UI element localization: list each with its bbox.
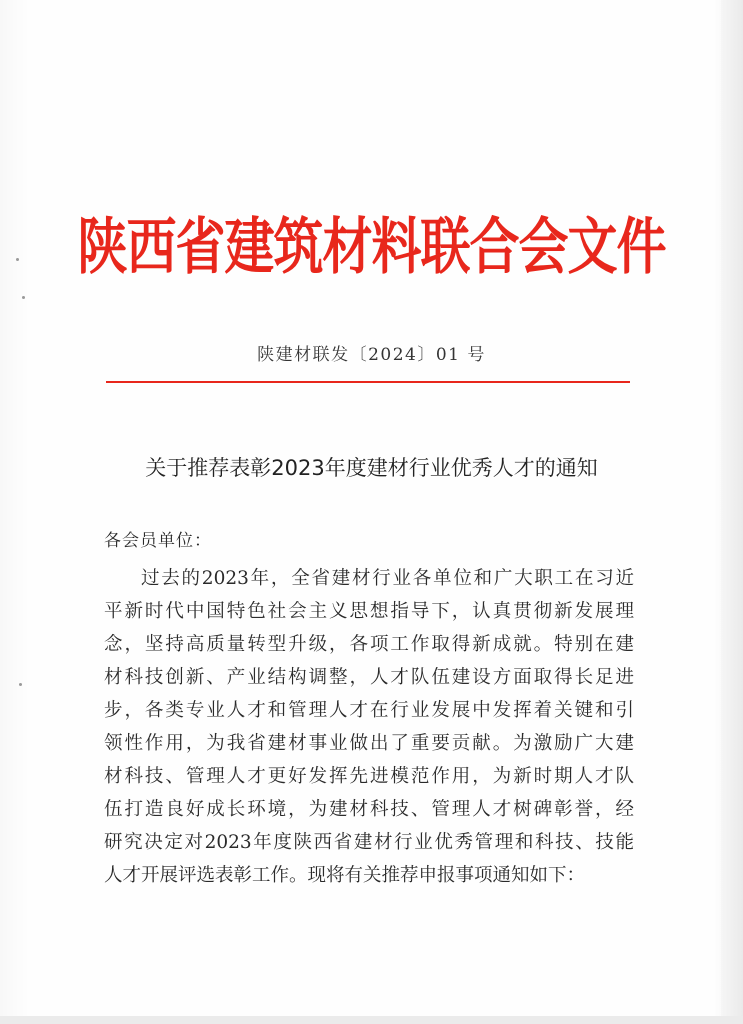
body-line: 材科技创新、产业结构调整，人才队伍建设方面取得长足进	[104, 667, 634, 688]
body-line: 领性作用，为我省建材事业做出了重要贡献。为激励广大建	[104, 733, 634, 754]
issuer-header-title: 陕西省建筑材料联合会文件	[77, 210, 666, 283]
body-line: 研究决定对2023年度陕西省建材行业优秀管理和科技、技能	[104, 832, 634, 853]
scan-speck	[16, 258, 19, 261]
body-line: 伍打造良好成长环境，为建材科技、管理人才树碑彰誉，经	[104, 799, 634, 820]
body-line: 念，坚持高质量转型升级，各项工作取得新成就。特别在建	[104, 634, 634, 655]
body-line: 步，各类专业人才和管理人才在行业发展中发挥着关键和引	[104, 700, 634, 721]
red-divider-line	[106, 381, 630, 383]
scan-speck	[19, 683, 22, 686]
notice-body	[104, 562, 634, 892]
body-line: 过去的2023年，全省建材行业各单位和广大职工在习近	[141, 568, 634, 589]
document-number: 陕建材联发〔2024〕01 号	[257, 345, 486, 365]
scan-speck	[22, 296, 25, 299]
body-line: 材科技、管理人才更好发挥先进模范作用，为新时期人才队	[104, 766, 634, 787]
scan-edge-right	[721, 0, 743, 1024]
body-line: 人才开展评选表彰工作。现将有关推荐申报事项通知如下：	[104, 865, 586, 886]
scan-edge-bottom	[0, 1016, 743, 1024]
body-line: 平新时代中国特色社会主义思想指导下，认真贯彻新发展理	[104, 601, 634, 622]
notice-title: 关于推荐表彰2023年度建材行业优秀人才的通知	[145, 456, 598, 480]
salutation: 各会员单位：	[104, 531, 212, 551]
